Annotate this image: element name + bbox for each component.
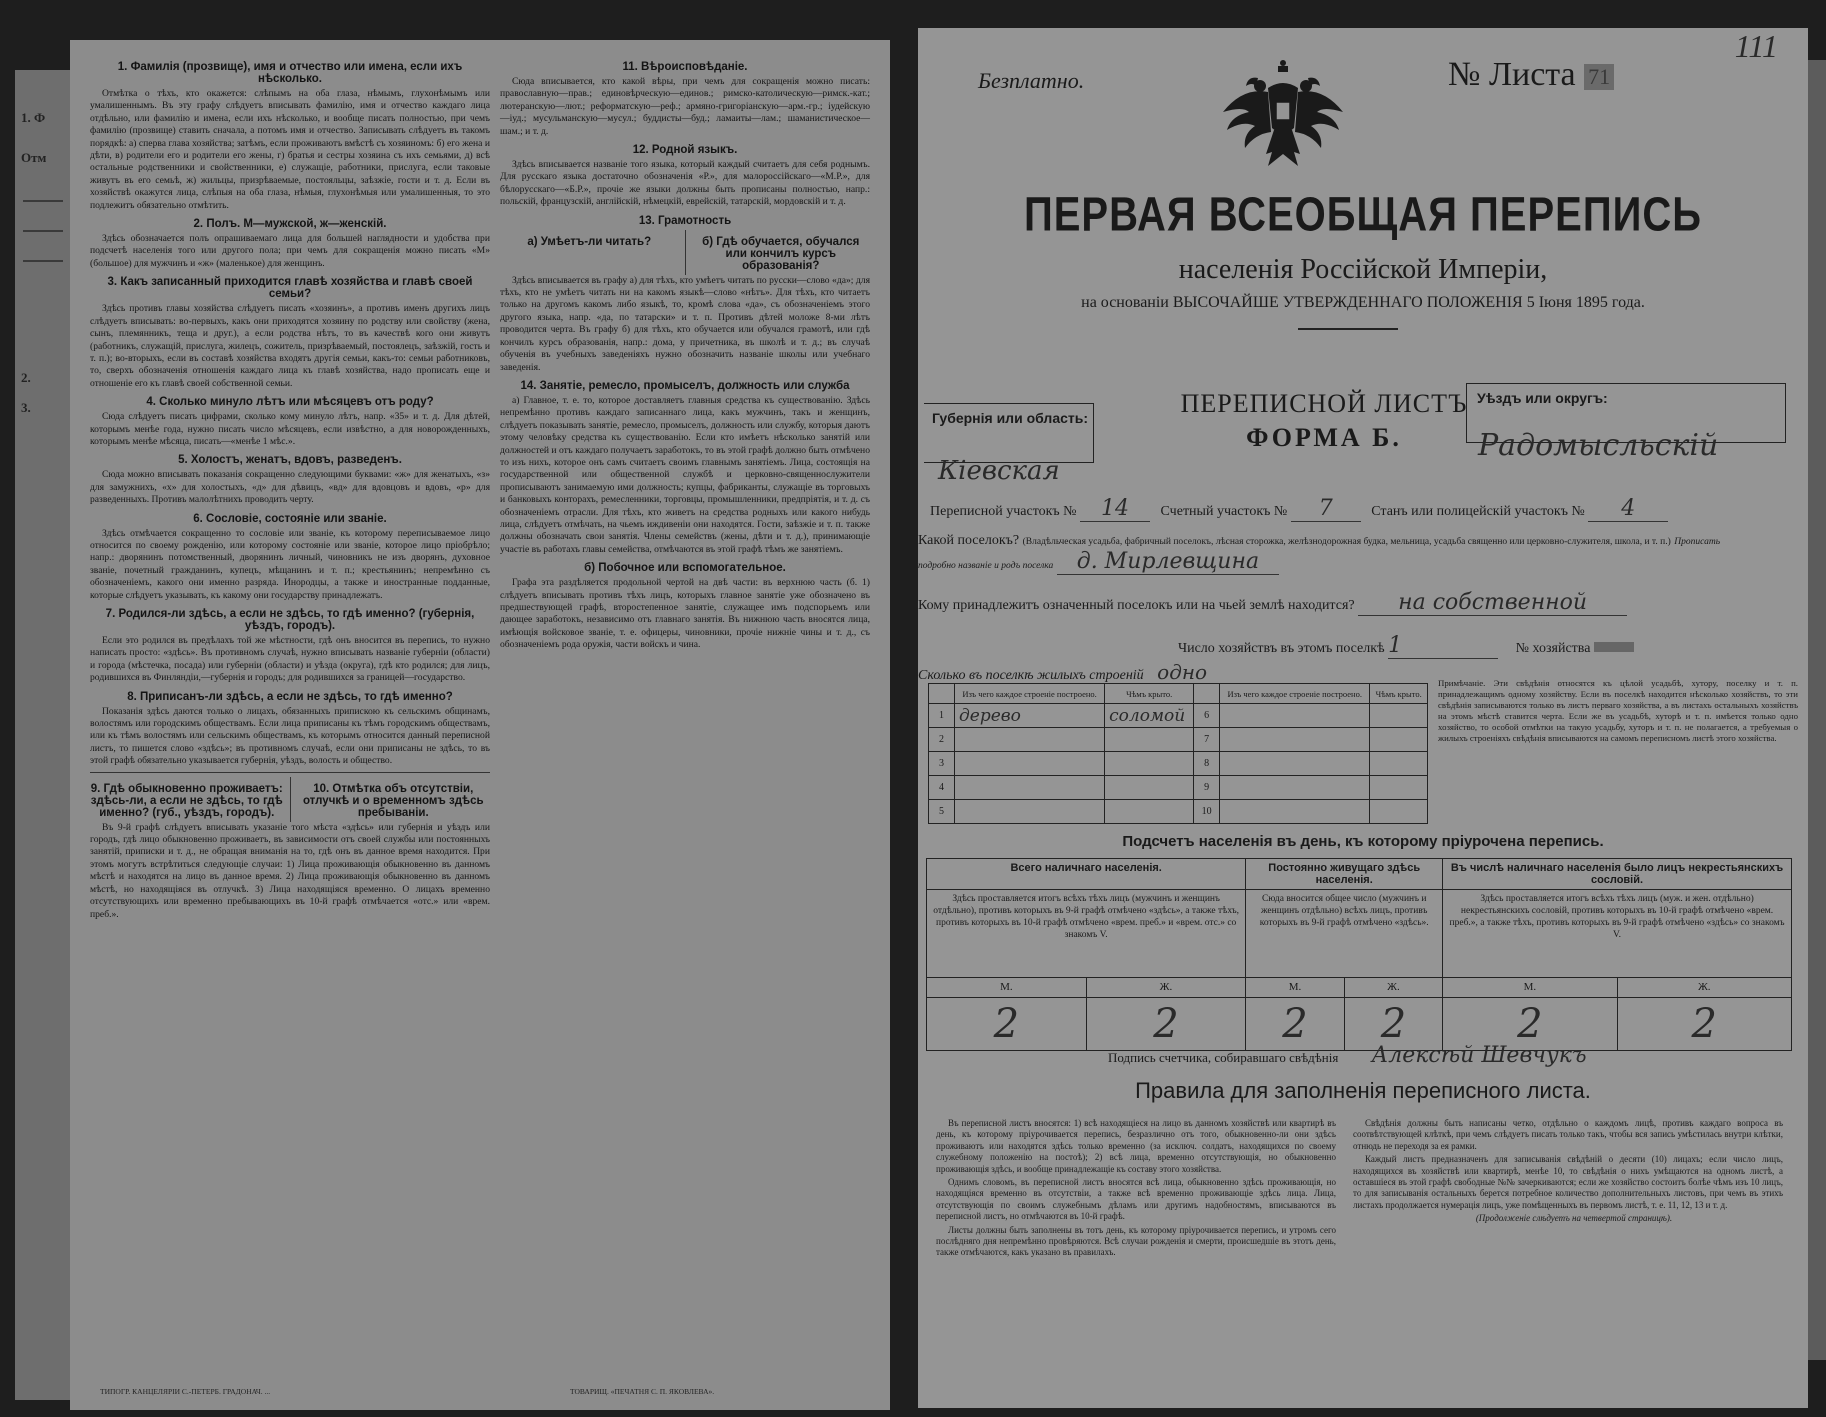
household-no-value (1594, 642, 1634, 652)
buildings-row (918, 660, 1207, 684)
printer-imprint-right: ТОВАРИЩ. «ПЕЧАТНЯ С. П. ЯКОВЛЕВА». (570, 1387, 715, 1396)
bld-col-roof: Чѣмъ крыто. (1370, 684, 1428, 704)
table-cell: дерево (955, 704, 1105, 728)
divider (90, 772, 490, 773)
signature-value: Алексѣй Шевчукъ (1371, 1043, 1587, 1068)
poselok-label: Какой поселокъ? (918, 533, 1020, 548)
owner-label: Кому принадлежитъ означенный поселокъ или на чьей землѣ находится? (918, 598, 1355, 613)
section-text: Показанія здѣсь даются только о лицахъ, обязанныхъ припискою къ сельскимъ общинамъ, волостямъ или городскимъ обществамъ. Если лица приписаны къ тѣмъ городскимъ обществамъ, или къ тѣмъ волостямъ или сельскимъ обществамъ, къ которымъ относится данный переписной листъ, то пишется слово «здѣсь»; въ противномъ случаѣ, если они приписаны не здѣсь, то въ этой графѣ обязательно указывается губернія, уѣздъ, волость и общество. (90, 705, 490, 767)
table-cell: 4 (929, 776, 955, 800)
households-label: Число хозяйствъ въ этомъ поселкѣ (1178, 641, 1385, 656)
section-text: Здѣсь вписывается въ графу а) для тѣхъ, кто умѣетъ читать по русски—слово «да»; для тѣхъ, кто не умѣетъ читать ни на какомъ языкѣ—слово «нѣтъ». Для тѣхъ, кто читаетъ только на другомъ какомъ либо языкѣ, то, кромѣ слова «да», съ обозначеніемъ этого другого языка, напр. «да, по татарски» и т. п. Противъ дѣтей моложе 8-ми лѣтъ проводится черта. Въ графу б) для тѣхъ, кто обучается или обучался грамотѣ, или гдѣ кончилъ курсъ образованія, напр.: дома, у причетника, въ школѣ и т. д.; въ случаѣ обученія въ учебныхъ заведеніяхъ нужно обозначить названіе школы или учебнаго заведенія. (500, 274, 870, 373)
twin-headings (90, 777, 490, 822)
instructions-column-1 (90, 55, 490, 923)
female-header: Ж. (1344, 978, 1442, 998)
pop-desc-resident: Сюда вносится общее число (мужчинъ и женщинъ отдѣльно) всѣхъ лицъ, противъ которыхъ въ 9-й графѣ отмѣчено «здѣсь». (1246, 890, 1443, 978)
section-text: Здѣсь отмѣчается сокращенно то сословіе или званіе, къ которому переписываемое лицо относится по своему рожденію, или которому состояніе или званіе, которое лицо пріобрѣло; напр.: дворянинъ потомственный, дворянинъ личный, чиновникъ не изъ дворянъ, духовное званіе, почетный гражданинъ, купецъ, мѣщанинъ и т. п.; крестьянинъ; непремѣнно съ обозначеніемъ, какого они именно разряда. Инородцы, а также и иностранные подданные, которые слѣдуетъ указывать, къ какому они государству принадлежатъ. (90, 527, 490, 601)
previous-page-edge: 1. Ф Отм 2. 3. (15, 70, 85, 1400)
rules-title: Правила для заполненія переписного листа. (1135, 1078, 1591, 1103)
printer-imprint-left: ТИПОГР. КАНЦЕЛЯРІИ С.-ПЕТЕРБ. ГРАДОНАЧ. ... (100, 1387, 271, 1396)
section-heading: 5. Холостъ, женатъ, вдовъ, разведенъ. (178, 454, 402, 467)
pop-desc-total: Здѣсь проставляется итогъ всѣхъ тѣхъ лицъ (мужчинъ и женщинъ отдѣльно), противъ которыхъ въ 9-й графѣ отмѣчено «здѣсь», а также тѣхъ, противъ которыхъ въ 10-й графѣ отмѣчено «врем. преб.» и «врем. отс.» со знакомъ V. (927, 890, 1246, 978)
census-form-page (918, 28, 1808, 1408)
stan-value: 4 (1588, 496, 1668, 522)
table-cell: 6 (1194, 704, 1220, 728)
section-heading: 10. Отмѣтка объ отсутствіи, отлучкѣ и о временномъ здѣсь пребываніи. (302, 782, 484, 819)
table-cell: 5 (929, 800, 955, 824)
section-heading: 2. Полъ. М—мужской, ж—женскій. (193, 218, 387, 231)
form-title-block (1154, 389, 1494, 453)
section-heading: 4. Сколько минуло лѣтъ или мѣсяцевъ отъ роду? (146, 396, 434, 409)
perepis-uch-value: 14 (1080, 496, 1150, 522)
section-heading: 14. Занятіе, ремесло, промыселъ, должность или служба (520, 379, 850, 392)
pop-value: 2 (1086, 998, 1246, 1051)
section-text: Въ 9-й графѣ слѣдуетъ вписывать указаніе того мѣста «здѣсь» или губернія и уѣздъ или городъ, гдѣ лицо обыкновенно проживаетъ, въ зависимости отъ своей службы или постоянныхъ занятій, приписки и т. д., не обращая вниманія на то, гдѣ онъ въ данное время находится. При этомъ могутъ встрѣтиться следующіе случаи: 1) Лица проживающія обыкновенно въ данномъ мѣстѣ и находятся на лицо въ данное время. 2) Лица проживающія обыкновенно въ данномъ мѣстѣ, но находящіяся въ отлучкѣ. 3) Лица находящіяся временно. О лицахъ временно отсутствующихъ или временно пребывающихъ въ 10-й графѣ отмѣчается «отс.» или «врем. преб.». (90, 821, 490, 920)
enumerator-signature-row (1108, 1043, 1617, 1068)
table-cell: 3 (929, 752, 955, 776)
instructions-page (70, 40, 890, 1410)
section-heading: 12. Родной языкъ. (632, 144, 738, 157)
section-heading: 6. Сословіе, состояніе или званіе. (193, 512, 387, 525)
table-cell: 9 (1194, 776, 1220, 800)
literacy-subheadings (500, 230, 870, 275)
schet-uch-value: 7 (1291, 496, 1361, 522)
form-title: ПЕРЕПИСНОЙ ЛИСТЪ (1180, 389, 1468, 418)
rules-paragraph: Каждый листъ предназначенъ для записыванія свѣдѣній о десяти (10) лицахъ; если число лицъ, находящихся въ хозяйствѣ или квартирѣ, менѣе 10, то свѣдѣнія о нихъ умѣщаются на одномъ листѣ, а оставшіеся въ этой графѣ свободные №№ зачеркиваются; если же хозяйство состоитъ болѣе чѣмъ изъ 10 лицъ, то для записыванія остальныхъ берется потребное количество дополнительныхъ листовъ, при чемъ въ этихъ листахъ продолжается нумерація лицъ, уже помѣщенныхъ въ первомъ листѣ, т. е. 11, 12, 13 и т. д. (1353, 1154, 1783, 1210)
table-cell: 7 (1194, 728, 1220, 752)
divider (1298, 328, 1398, 330)
pop-value: 2 (1617, 998, 1791, 1051)
table-cell: соломой (1105, 704, 1194, 728)
section-heading: 11. Вѣроисповѣданіе. (622, 61, 748, 73)
census-title: ПЕРВАЯ ВСЕОБЩАЯ ПЕРЕПИСЬ (1024, 188, 1702, 242)
rules-paragraph: Листы должны быть заполнены въ тотъ день, къ которому пріурочивается перепись, и утромъ сего послѣдняго дня непремѣнно провѣряются. Всѣ случаи рожденія и смерти, происшедшіе въ этотъ день, также отмѣчаются, какъ указано въ правилахъ. (936, 1224, 1336, 1258)
pop-header-nonpeasant: Въ числѣ наличнаго населенія было лицъ некрестьянскихъ сословій. (1443, 859, 1792, 890)
poselok-hint-2: Прописать подробно названіе и родъ поселка (918, 537, 1721, 571)
section-text: Если это родился въ предѣлахъ той же мѣстности, гдѣ онъ вносится въ перепись, то нужно написать просто: «здѣсь». Въ противномъ случаѣ, нужно вписывать названіе губерніи (области) и города (мѣстечка, посада) или губерніи (области) и уѣзда (округа), гдѣ кто родился; для лицъ, родившихся въ Финляндіи,—губернія и городъ; для родившихся за границей—государство. (90, 635, 490, 684)
households-row (1178, 633, 1634, 659)
double-headed-eagle-icon (1218, 58, 1348, 188)
table-cell: 2 (929, 728, 955, 752)
section-heading: 1. Фамилія (прозвище), имя и отчество или имена, если ихъ нѣсколько. (117, 61, 463, 85)
section-text: Здѣсь вписывается названіе того языка, который каждый считаетъ для себя роднымъ. Для русскаго языка достаточно обозначенія «Р.», для малороссійскаго—«М.Р.», для бѣлорусскаго—«Б.Р.», прочіе же языки должны быть прописаны полностью, напр.: польскій, французскій, англійскій, нѣмецкій, еврейскій, татарскій, мордовскій и т. д. (500, 159, 870, 208)
section-heading: 9. Гдѣ обыкновенно проживаетъ: здѣсь-ли, а если не здѣсь, то гдѣ именно? (губ., уѣздъ, городъ). (90, 782, 283, 819)
rules-paragraph: Въ переписной листъ вносятся: 1) всѣ находящіеся на лицо въ данномъ хозяйствѣ или квартирѣ въ день, къ которому пріурочивается перепись, безразлично отъ того, обыкновенно-ли они здѣсь проживаютъ или находятся здѣсь только временно (за исключ. солдатъ, находящихся по своему служебному положенію на постоѣ); 2) всѣ лица, временно отсутствующія, но обыкновенно проживающія здѣсь, и вообще принадлежащіе къ составу этого хозяйства. (936, 1118, 1336, 1174)
uezd-label: Уѣздъ или округъ: (1477, 390, 1608, 406)
bld-col-material: Изъ чего каждое строеніе построено. (955, 684, 1105, 704)
gubernia-box (924, 403, 1094, 463)
section-text: а) Главное, т. е. то, которое доставляетъ главныя средства къ существованію. Здѣсь непремѣнно противъ каждаго записаннаго лица, какъ мужчинъ, такъ и женщинъ, слѣдуетъ показывать занятіе, ремесло, промыселъ, должность или службу, которыя даютъ этому человѣку средства къ существованію. Если кто имѣетъ нѣсколько занятій или должностей и отъ каждаго получаетъ заработокъ, то въ этой графѣ должно быть отмѣчено то изъ нихъ, которое онъ самъ считаетъ своимъ главнымъ занятіемъ. Лица, состоящія на государственной или общественной службѣ и церковно-священнослужители прописываютъ занимаемую ими должность; купцы, фабриканты, служащіе въ торговыхъ и банковыхъ конторахъ, ремесленники, торговцы, промышленники, предпріятія, и т. д. съ обозначеніемъ отрасли. Для тѣхъ, кто живетъ на средства родныхъ или какого нибудь лица, слѣдуетъ отмѣчать, на чьемъ иждивеніи они находятся. Гости, заѣзжіе и т. п. также должны обозначать свои занятія. Члены семействъ (жены, дѣти и т. д.), принимающіе участіе въ работахъ главы семейства, отмѣчаются въ этой графѣ тѣмъ же занятіемъ. (500, 394, 870, 555)
section-text: Здѣсь противъ главы хозяйства слѣдуетъ писать «хозяинъ», а противъ именъ другихъ лицъ слѣдуетъ вписывать: во-первыхъ, какъ они приходятся хозяину по родству или свойству (жена, сынъ, племянникъ, теща и друг.), а если родства нѣтъ, то въ качествѣ кого они живутъ (работникъ, служащій, прислуга, жилецъ, сожитель, призрѣваемый, постоялецъ, заѣзжій, гость и т. п.); во-вторыхъ, если въ составѣ хозяйства входятъ другія семьи, какъ-то: семьи работниковъ, то, сверхъ обозначенія отношенія каждаго лица къ главѣ хозяйства, надо прописать еще и отношеніе его къ главѣ своей собственной семьи. (90, 303, 490, 389)
buildings-value: одно (1157, 660, 1208, 684)
section-heading: 7. Родился-ли здѣсь, а если не здѣсь, то гдѣ именно? (губернія, уѣздъ, городъ). (105, 608, 475, 632)
uezd-value: Радомысльскій (1478, 428, 1719, 463)
male-header: М. (1246, 978, 1344, 998)
section-heading: 13. Грамотность (638, 214, 732, 227)
section-text: Графа эта раздѣляется продольной чертой на двѣ части: въ верхнюю часть (б. 1) слѣдуетъ вписывать противъ тѣхъ лицъ, которыхъ главное занятіе уже обозначено въ предшествующей графѣ, второстепенное занятіе, служащее имъ подспорьемъ или дающее заработокъ, независимо отъ главнаго занятія. Въ нижнюю часть вносятся лица, имѣющія войсковое званіе, т. е. офицеры, чиновники, прочіе нижніе чины и т. д., съ обозначеніемъ рода оружія, части войскъ и чина. (500, 577, 870, 651)
pop-value: 2 (1246, 998, 1344, 1051)
section-heading: б) Побочное или вспомогательное. (584, 562, 786, 575)
section-text: Сюда слѣдуетъ писать цифрами, сколько кому минуло лѣтъ, напр. «35» и т. д. Для дѣтей, которымъ менѣе года, нужно писать число мѣсяцевъ, если извѣстно, а для новорожденныхъ, которымъ менѣе мѣсяца, писать—«менѣе 1 мѣс.». (90, 411, 490, 447)
gubernia-label: Губернія или область: (932, 410, 1089, 426)
settlement-row (918, 533, 1758, 575)
sheet-number-value: 71 (1584, 64, 1614, 90)
sheet-number (1448, 56, 1614, 94)
owner-row (918, 590, 1627, 616)
section-text: Сюда вписывается, кто какой вѣры, при чемъ для сокращенія можно писать: православную—прав.; единовѣрческую—единов.; римско-католическую—римск.-кат.; лютеранскую—лют.; реформатскую—реф.; армяно-григоріанскую—арм.-гр.; іудейскую—іуд.; мусульманскую—мусул.; буддисты—буд.; ламаиты—лам.; шаманистическое—шам.; и т. д. (500, 76, 870, 137)
perepis-uch-label: Переписной участокъ № (930, 504, 1077, 519)
buildings-label: Сколько въ поселкѣ жилыхъ строеній (918, 668, 1144, 683)
female-header: Ж. (1086, 978, 1246, 998)
female-header: Ж. (1617, 978, 1791, 998)
table-cell: 1 (929, 704, 955, 728)
rules-paragraph: Однимъ словомъ, въ переписной листъ вносятся всѣ лица, обыкновенно здѣсь проживающія, но находящіяся временно въ отсутствіи, а также всѣ временно проживающіе здѣсь лица. Лица, отсутствующія по своимъ служебнымъ дѣламъ или другимъ надобностямъ, вписываются въ переписной листъ, но отмѣчаются въ 10-й графѣ. (936, 1177, 1336, 1222)
pop-value: 2 (1443, 998, 1617, 1051)
gubernia-value: Кіевская (938, 456, 1060, 486)
census-basis: на основаніи ВЫСОЧАЙШЕ УТВЕРЖДЕННАГО ПОЛОЖЕНІЯ 5 Іюня 1895 года. (1081, 294, 1645, 311)
poselok-value: д. Мирлевщина (1057, 549, 1279, 575)
section-text: Сюда можно вписывать показанія сокращенно следующими буквами: «ж» для женатыхъ, «з» для замужнихъ, «х» для холостыхъ, «д» для дѣвицъ, «вд» для вдовцовъ и вдовъ, «р» для разведенныхъ. Противъ малолѣтнихъ проводить черту. (90, 469, 490, 506)
stacked-pages-edge (1808, 60, 1826, 1360)
pop-value: 2 (1344, 998, 1442, 1051)
section-heading: 8. Приписанъ-ли здѣсь, а если не здѣсь, то гдѣ именно? (127, 690, 453, 703)
buildings-table (928, 683, 1428, 824)
rules-continued: (Продолженіе слѣдуетъ на четвертой страницѣ). (1475, 1213, 1673, 1224)
male-header: М. (927, 978, 1087, 998)
table-cell: 8 (1194, 752, 1220, 776)
households-value: 1 (1388, 633, 1498, 659)
section-text: Отмѣтка о тѣхъ, кто окажется: слѣпымъ на оба глаза, нѣмымъ, глухонѣмымъ или умалишеннымъ. Въ эту графу слѣдуетъ вписывать фамилію, имя и отчество каждаго лица отдѣльно, или фамилію и имена, если ихъ нѣсколько, и вообще писать полностью, при чемъ фамилію (прозвище) ставить сначала, а потомъ имя и отчество. Записывать слѣдуетъ въ такомъ порядкѣ: а) сперва глава хозяйства; затѣмъ, если проживаютъ вмѣстѣ съ хозяиномъ: б) его жена и дѣти, в) родители его и родители его жены, г) братья и сестры хозяина съ ихъ семьями, д) всѣ остальные родственники и свойственники, е) служащіе, работники, прислуга, если таковые живутъ въ его семьѣ, ж) жильцы, призрѣваемые, постояльцы, заѣзжіе, гости и т. д. Если въ хозяйствѣ окажутся лица, слѣпыя на оба глаза, нѣмыя, глухонѣмыя или умалишенныя, то это подлежитъ обязательно отмѣтить. (90, 88, 490, 211)
free-label: Безплатно. (978, 68, 1085, 93)
pop-header-total: Всего наличнаго населенія. (927, 859, 1246, 890)
stan-label: Станъ или полицейскій участокъ № (1371, 504, 1585, 519)
rules-paragraph: Свѣдѣнія должны быть написаны четко, отдѣльно о каждомъ лицѣ, противъ каждаго вопроса въ соотвѣтствующей клѣткѣ, при чемъ слѣдуетъ писать только такъ, чтобы вся запись умѣстилась внутри клѣтки, отнюдь не переходя за ея рамки. (1353, 1118, 1783, 1151)
male-header: М. (1443, 978, 1617, 998)
section-subheading: а) Умѣетъ-ли читать? (527, 235, 652, 248)
signature-label: Подпись счетчика, собиравшаго свѣдѣнія (1108, 1050, 1339, 1065)
pop-desc-nonpeasant: Здѣсь проставляется итогъ всѣхъ тѣхъ лицъ (муж. и жен. отдѣльно) некрестьянскихъ сословій, противъ которыхъ въ 10-й графѣ отмѣчено «врем. преб.», а также тѣхъ, противъ которыхъ въ 9-й графѣ отмѣчено «здѣсь» со знакомъ V. (1443, 890, 1792, 978)
instructions-column-2 (500, 55, 870, 654)
census-subtitle: населенія Россійской Имперіи, (1178, 254, 1548, 285)
bld-col-roof: Чѣмъ крыто. (1105, 684, 1194, 704)
bld-col-material: Изъ чего каждое строеніе построено. (1220, 684, 1370, 704)
owner-value: на собственной (1358, 590, 1627, 616)
rules-column-1 (936, 1118, 1336, 1261)
pop-value: 2 (927, 998, 1087, 1051)
section-text: Здѣсь обозначается полъ опрашиваемаго лица для большей наглядности и удобства при подсчетѣ населенія того или другого пола; при чемъ для сокращенія можно писать «М» (большое) для мужчинъ и «ж» (маленькое) для женщинъ. (90, 233, 490, 269)
district-row (930, 496, 1668, 522)
section-subheading: б) Гдѣ обучается, обучался или кончилъ курсъ образованія? (702, 235, 860, 272)
table-cell: 10 (1194, 800, 1220, 824)
section-heading: 3. Какъ записанный приходится главѣ хозяйства и главѣ своей семьи? (107, 276, 473, 301)
pop-header-resident: Постоянно живущаго здѣсь населенія. (1246, 859, 1443, 890)
rules-column-2 (1353, 1118, 1783, 1227)
form-name: ФОРМА Б. (1246, 423, 1402, 452)
buildings-note: Примѣчаніе. Эти свѣдѣнія относятся къ цѣлой усадьбѣ, хутору, поселку и т. п. принадлежащимъ одному хозяйству. Если въ поселкѣ находится нѣсколько хозяйствъ, то эти свѣдѣнія записываются только въ листъ перваго хозяйства, а въ листахъ остальныхъ хозяйствъ на этомъ мѣстѣ ставится черта. Если же въ усадьбѣ, хуторѣ и т. п. имѣется только одно хозяйство, то особой отмѣтки на такую усадьбу, хуторъ и т. п. не полагается, а требуемыя о жилыхъ строеніяхъ свѣдѣнія вписываются на самомъ переписномъ листѣ этого хозяйства. (1438, 678, 1798, 743)
archive-folio-mark: 111 (1734, 28, 1778, 64)
schet-uch-label: Счетный участокъ № (1160, 504, 1288, 519)
poselok-hint: (Владѣльческая усадьба, фабричный поселокъ, лѣсная сторожка, желѣзнодорожная будка, мельница, усадьба священно или церковно-служителя, школа, и т. п.) (1022, 537, 1671, 547)
household-no-label: № хозяйства (1515, 641, 1591, 656)
population-title: Подсчетъ населенія въ день, къ которому пріурочена перепись. (1122, 833, 1604, 850)
sheet-number-label: № Листа (1448, 56, 1576, 93)
population-table (926, 858, 1792, 1051)
